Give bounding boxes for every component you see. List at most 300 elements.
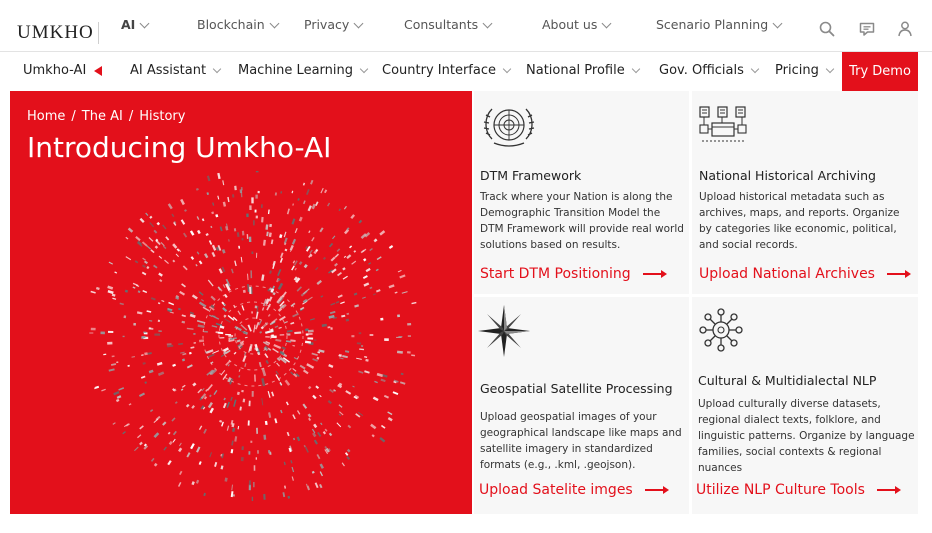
burst-particle: [159, 279, 162, 282]
burst-particle: [227, 197, 229, 202]
chevron-down-icon: [631, 65, 639, 73]
topnav-privacy[interactable]: [304, 17, 362, 32]
upload-satellite-images-link[interactable]: [479, 482, 669, 498]
burst-particle: [191, 256, 195, 260]
burst-particle: [338, 404, 342, 408]
burst-particle: [278, 283, 283, 290]
topnav-ai[interactable]: [121, 17, 148, 32]
burst-particle: [376, 289, 381, 292]
breadcrumb-history: History: [139, 109, 186, 124]
burst-particle: [340, 301, 345, 304]
topnav-label: Privacy: [304, 17, 350, 32]
burst-particle: [232, 194, 234, 197]
burst-particle: [370, 424, 376, 430]
burst-particle: [248, 420, 250, 425]
burst-particle: [316, 280, 321, 285]
subnav-label: Umkho-AI: [23, 63, 87, 78]
burst-particle: [287, 208, 290, 214]
burst-particle: [233, 400, 236, 407]
burst-particle: [411, 354, 415, 356]
subnav-label: Pricing: [775, 63, 819, 78]
burst-particle: [268, 412, 271, 418]
burst-particle: [182, 314, 186, 317]
burst-particle: [228, 239, 230, 242]
burst-particle: [341, 315, 345, 318]
burst-particle: [402, 291, 408, 294]
burst-particle: [139, 442, 143, 446]
breadcrumb-the-ai[interactable]: The AI: [81, 109, 123, 124]
utilize-nlp-culture-tools-link[interactable]: [696, 482, 901, 498]
burst-particle: [178, 343, 183, 345]
burst-particle: [167, 460, 171, 465]
burst-particle: [279, 234, 282, 238]
burst-particle: [397, 351, 403, 354]
chevron-down-icon: [269, 18, 279, 28]
burst-particle: [157, 362, 163, 366]
burst-particle: [258, 191, 260, 193]
burst-particle: [308, 330, 314, 333]
card-title: Geospatial Satellite Processing: [480, 381, 673, 396]
burst-particle: [308, 418, 311, 421]
burst-particle: [196, 447, 200, 453]
burst-particle: [158, 273, 163, 277]
burst-particle: [108, 290, 114, 294]
burst-particle: [172, 260, 175, 263]
burst-particle: [374, 381, 378, 384]
burst-particle: [149, 327, 151, 328]
burst-particle: [190, 346, 194, 348]
burst-particle: [90, 291, 95, 294]
burst-particle: [182, 385, 186, 388]
burst-particle: [181, 388, 184, 390]
burst-particle: [138, 290, 141, 293]
burst-particle: [156, 222, 160, 226]
burst-particle: [209, 240, 212, 245]
burst-particle: [223, 202, 226, 207]
burst-particle: [209, 394, 212, 397]
burst-particle: [245, 337, 248, 339]
burst-particle: [284, 321, 288, 324]
burst-particle: [297, 410, 300, 415]
burst-particle: [113, 422, 116, 425]
burst-particle: [154, 463, 158, 467]
burst-particle: [253, 482, 255, 487]
burst-particle: [306, 189, 310, 195]
burst-particle: [286, 401, 289, 405]
burst-particle: [261, 204, 263, 208]
burst-particle: [206, 233, 209, 236]
burst-particle: [315, 267, 318, 270]
burst-particle: [306, 333, 313, 335]
burst-particle: [232, 428, 235, 432]
burst-particle: [320, 188, 323, 193]
burst-particle: [126, 256, 132, 260]
burst-particle: [199, 461, 202, 465]
burst-particle: [203, 429, 207, 434]
card-cta-label: Upload National Archives: [699, 266, 875, 282]
burst-particle: [197, 230, 201, 234]
burst-particle: [171, 214, 174, 218]
upload-national-archives-link[interactable]: [699, 266, 911, 282]
burst-particle: [250, 270, 252, 278]
burst-particle: [133, 287, 136, 289]
burst-particle: [112, 355, 115, 357]
burst-particle: [137, 434, 141, 438]
burst-particle: [256, 312, 259, 319]
burst-particle: [196, 480, 199, 484]
burst-particle: [218, 332, 224, 334]
burst-particle: [249, 480, 251, 485]
burst-particle: [154, 432, 160, 438]
burst-particle: [372, 434, 375, 437]
burst-particle: [163, 245, 167, 249]
burst-particle: [210, 296, 215, 301]
burst-particle: [274, 418, 277, 423]
burst-particle: [209, 408, 214, 414]
burst-particle: [314, 340, 317, 341]
burst-particle: [220, 226, 223, 231]
burst-particle: [190, 443, 195, 449]
burst-particle: [351, 335, 354, 337]
subnav-pricing[interactable]: [775, 63, 833, 78]
burst-particle: [192, 382, 196, 386]
burst-particle: [251, 287, 252, 294]
burst-particle: [287, 330, 293, 333]
burst-particle: [241, 457, 244, 461]
burst-particle: [241, 191, 243, 197]
burst-particle: [305, 341, 311, 344]
subnav-gov-officials[interactable]: [659, 63, 758, 78]
burst-particle: [241, 187, 243, 191]
burst-particle: [249, 205, 251, 210]
burst-particle: [312, 429, 315, 434]
burst-particle: [149, 222, 154, 227]
active-indicator-icon: [94, 66, 102, 76]
burst-particle: [239, 369, 241, 372]
subnav-national-profile[interactable]: [526, 63, 639, 78]
burst-particle: [117, 395, 122, 399]
burst-particle: [280, 252, 283, 258]
burst-particle: [196, 188, 199, 191]
burst-particle: [199, 302, 206, 308]
burst-particle: [141, 354, 144, 356]
burst-particle: [384, 395, 389, 399]
burst-particle: [398, 336, 402, 337]
burst-particle: [228, 335, 233, 337]
burst-particle: [234, 436, 237, 442]
burst-particle: [374, 239, 378, 243]
burst-particle: [150, 249, 154, 253]
burst-particle: [248, 325, 252, 332]
burst-particle: [129, 403, 132, 405]
burst-particle: [275, 192, 277, 195]
burst-particle: [265, 336, 270, 338]
burst-particle: [292, 414, 296, 419]
burst-particle: [251, 251, 253, 254]
subnav-machine-learning[interactable]: [238, 63, 367, 78]
burst-particle: [387, 411, 392, 415]
burst-particle: [172, 439, 175, 443]
subnav-label: Gov. Officials: [659, 63, 744, 78]
burst-particle: [225, 318, 231, 322]
burst-particle: [373, 397, 379, 402]
topnav-scenario-planning[interactable]: [656, 17, 781, 32]
burst-particle: [135, 260, 139, 263]
burst-particle: [225, 334, 231, 336]
burst-particle: [313, 249, 318, 255]
burst-particle: [329, 433, 332, 437]
burst-particle: [265, 224, 268, 229]
burst-particle: [231, 485, 233, 491]
burst-particle: [219, 337, 224, 338]
burst-particle: [320, 471, 323, 476]
burst-particle: [275, 325, 279, 327]
burst-particle: [319, 484, 322, 488]
burst-particle: [211, 211, 214, 214]
burst-particle: [323, 431, 326, 434]
burst-particle: [142, 336, 146, 338]
chevron-down-icon: [602, 18, 612, 28]
chat-icon[interactable]: [858, 20, 876, 38]
burst-particle: [292, 476, 294, 481]
burst-particle: [328, 326, 331, 328]
burst-particle: [249, 237, 252, 242]
burst-particle: [198, 324, 205, 328]
burst-particle: [377, 373, 383, 377]
burst-particle: [101, 389, 106, 392]
user-icon[interactable]: [896, 20, 914, 38]
burst-particle: [269, 232, 272, 237]
burst-particle: [293, 438, 295, 440]
burst-particle: [315, 385, 319, 389]
burst-particle: [211, 252, 215, 257]
burst-particle: [265, 304, 267, 306]
subnav-label: Machine Learning: [238, 63, 353, 78]
burst-particle: [363, 282, 369, 286]
burst-particle: [204, 253, 208, 258]
burst-particle: [124, 315, 127, 318]
burst-particle: [330, 311, 336, 314]
burst-particle: [261, 378, 265, 386]
burst-particle: [292, 203, 294, 205]
burst-particle: [264, 353, 268, 358]
burst-particle: [214, 462, 217, 467]
search-icon[interactable]: [818, 20, 836, 38]
burst-particle: [291, 218, 295, 224]
burst-particle: [162, 421, 166, 425]
burst-particle: [255, 210, 257, 213]
secondary-nav: [10, 52, 918, 91]
breadcrumb-home[interactable]: Home: [27, 109, 66, 124]
burst-particle: [222, 249, 226, 254]
burst-particle: [400, 381, 406, 384]
burst-particle: [339, 414, 342, 416]
burst-particle: [303, 200, 306, 204]
burst-particle: [345, 350, 349, 353]
burst-particle: [256, 216, 258, 219]
burst-particle: [310, 318, 315, 320]
chevron-down-icon: [826, 65, 834, 73]
burst-particle: [233, 494, 235, 496]
burst-particle: [123, 336, 125, 337]
chevron-down-icon: [483, 18, 493, 28]
burst-particle: [149, 216, 152, 219]
burst-particle: [212, 202, 214, 205]
burst-particle: [302, 404, 307, 409]
burst-particle: [255, 322, 260, 330]
chevron-down-icon: [354, 18, 364, 28]
arrow-right-icon: [887, 269, 911, 279]
burst-particle: [272, 348, 279, 353]
burst-particle: [366, 268, 371, 272]
burst-particle: [361, 345, 363, 347]
burst-particle: [244, 363, 246, 367]
burst-particle: [338, 294, 343, 298]
burst-particle: [139, 425, 144, 429]
un-emblem-icon: [480, 101, 538, 151]
burst-particle: [280, 191, 282, 194]
burst-particle: [320, 464, 324, 469]
burst-particle: [277, 269, 281, 276]
burst-particle: [161, 242, 165, 246]
burst-particle: [169, 441, 173, 445]
burst-particle: [179, 471, 182, 475]
burst-particle: [143, 332, 146, 334]
burst-particle: [197, 320, 205, 324]
burst-particle: [312, 395, 316, 399]
burst-particle: [347, 425, 351, 429]
topnav-about-us[interactable]: [542, 17, 610, 32]
burst-particle: [369, 287, 372, 289]
burst-particle: [292, 368, 296, 372]
burst-particle: [346, 254, 351, 259]
burst-particle: [146, 245, 151, 249]
burst-particle: [192, 294, 198, 299]
subnav-ai-assistant[interactable]: [130, 63, 220, 78]
burst-particle: [144, 381, 147, 384]
burst-particle: [268, 391, 271, 398]
burst-particle: [249, 485, 251, 491]
burst-particle: [300, 365, 306, 370]
burst-particle: [231, 269, 234, 274]
subnav-country-interface[interactable]: [382, 63, 510, 78]
burst-particle: [122, 431, 126, 434]
burst-particle: [242, 238, 244, 240]
burst-particle: [397, 314, 400, 317]
burst-particle: [379, 230, 385, 235]
burst-particle: [109, 262, 113, 265]
burst-particle: [292, 345, 295, 347]
burst-particle: [234, 326, 241, 331]
burst-particle: [399, 274, 405, 278]
card-description: Upload geospatial images of your geographical landscape like maps and satellite imagery in standardized formats (e.g., .kml, .geojson).: [480, 411, 682, 471]
burst-particle: [144, 260, 148, 264]
burst-particle: [107, 342, 112, 345]
burst-particle: [268, 450, 271, 454]
burst-particle: [186, 404, 190, 408]
burst-particle: [330, 327, 332, 329]
burst-particle: [111, 363, 116, 366]
burst-particle: [265, 330, 273, 334]
burst-particle: [161, 300, 164, 302]
burst-particle: [320, 295, 323, 297]
burst-ring: [203, 286, 303, 386]
logo[interactable]: UMKHO: [17, 22, 94, 43]
burst-particle: [116, 399, 120, 402]
burst-particle: [323, 257, 326, 260]
burst-particle: [125, 290, 128, 293]
burst-particle: [223, 403, 227, 409]
topnav-consultants[interactable]: [404, 17, 491, 32]
burst-particle: [325, 429, 328, 432]
burst-particle: [135, 236, 140, 241]
burst-particle: [280, 258, 283, 263]
burst-particle: [280, 410, 283, 414]
burst-particle: [252, 497, 253, 501]
burst-particle: [151, 458, 155, 462]
burst-particle: [370, 334, 374, 335]
burst-particle: [154, 230, 158, 234]
burst-particle: [335, 254, 339, 258]
burst-particle: [307, 337, 313, 339]
burst-particle: [376, 269, 379, 272]
burst-particle: [284, 232, 287, 238]
subnav-umkho-ai[interactable]: [23, 63, 102, 78]
subnav-label: Country Interface: [382, 63, 496, 78]
burst-particle: [139, 392, 145, 397]
burst-particle: [120, 303, 124, 306]
card-cta-label: Utilize NLP Culture Tools: [696, 482, 865, 498]
burst-particle: [377, 256, 382, 260]
burst-particle: [312, 432, 316, 437]
burst-particle: [89, 332, 93, 333]
try-demo-button[interactable]: Try Demo: [842, 52, 918, 91]
burst-particle: [237, 232, 240, 237]
burst-particle: [384, 338, 389, 341]
burst-particle: [337, 248, 341, 252]
burst-particle: [190, 230, 195, 235]
burst-particle: [238, 246, 240, 249]
burst-particle: [269, 270, 272, 274]
burst-particle: [261, 274, 264, 281]
burst-particle: [180, 352, 185, 354]
burst-particle: [250, 441, 252, 443]
burst-particle: [357, 342, 361, 344]
burst-particle: [329, 376, 332, 378]
burst-particle: [320, 423, 322, 426]
topnav-blockchain[interactable]: [197, 17, 278, 32]
burst-particle: [125, 237, 128, 240]
burst-particle: [346, 313, 349, 315]
burst-particle: [275, 374, 280, 381]
burst-particle: [179, 443, 182, 447]
burst-particle: [133, 283, 138, 286]
burst-particle: [311, 204, 315, 210]
burst-particle: [295, 228, 298, 233]
burst-particle: [342, 355, 348, 358]
burst-particle: [259, 331, 262, 334]
burst-particle: [183, 233, 187, 238]
burst-particle: [294, 332, 301, 335]
burst-particle: [191, 405, 195, 409]
start-dtm-positioning-link[interactable]: [480, 266, 667, 282]
burst-particle: [285, 380, 291, 386]
burst-particle: [257, 450, 259, 454]
burst-particle: [178, 447, 182, 452]
burst-particle: [127, 365, 129, 367]
burst-particle: [408, 335, 411, 336]
burst-particle: [261, 217, 264, 223]
